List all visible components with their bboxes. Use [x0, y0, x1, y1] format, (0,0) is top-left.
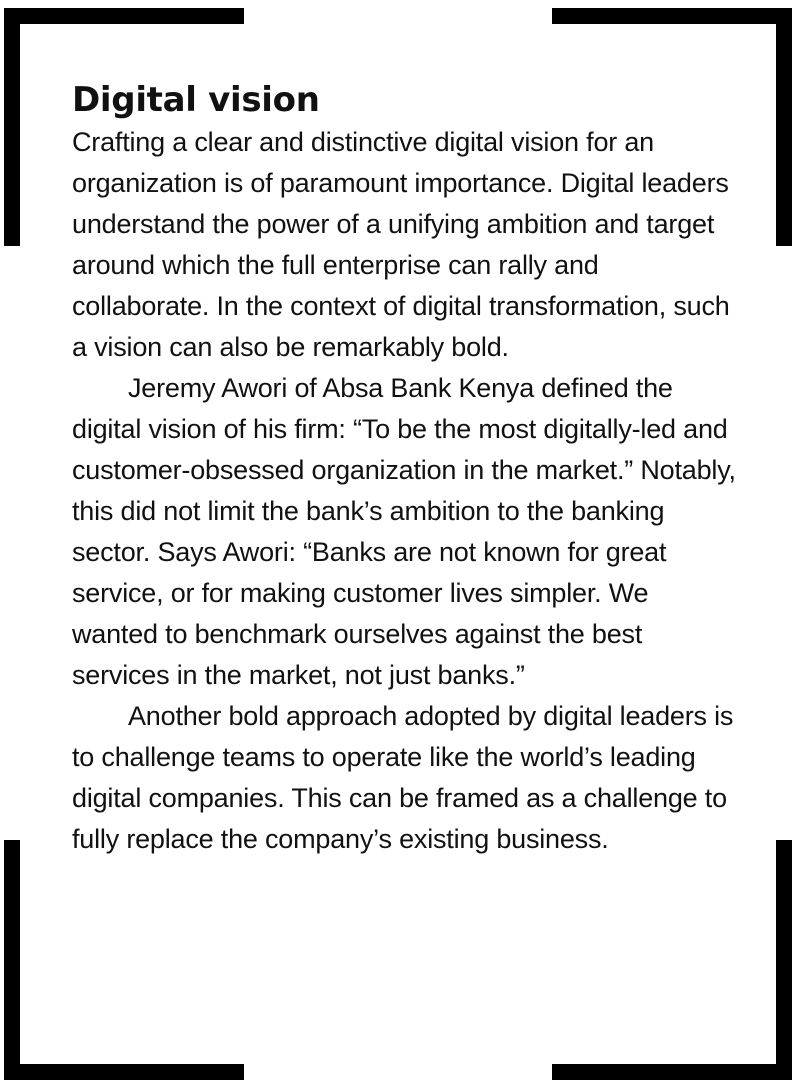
frame-corner-top-right-vertical [776, 8, 792, 246]
section-heading: Digital vision [72, 80, 320, 120]
paragraph-awori-quote: Jeremy Awori of Absa Bank Kenya defined the digital vision of his firm: “To be the most digitally-led and customer-obsessed organization in the market.” Notably, this did not limit the bank’s ambition to the banking sector. Says Awori: “Banks are not known for great service, or for making customer lives simpler. We wanted to benchmark ourselves against the best services in the market, not just banks.” [72, 373, 736, 690]
frame-corner-bottom-left-vertical [4, 840, 20, 1080]
frame-corner-bottom-left-horizontal [4, 1064, 244, 1080]
paragraph-intro: Crafting a clear and distinctive digital vision for an organization is of paramount importance. Digital leaders understand the power of a unifying ambition and target around which the full enterprise can rally and collaborate. In the context of digital transformation, such a vision can also be remarkably bold. [72, 127, 730, 362]
frame-corner-bottom-right-vertical [776, 840, 792, 1080]
frame-corner-top-left-horizontal [4, 8, 244, 24]
frame-corner-bottom-right-horizontal [552, 1064, 792, 1080]
article-body [72, 78, 737, 860]
frame-corner-top-left-vertical [4, 8, 20, 246]
paragraph-bold-approach: Another bold approach adopted by digital leaders is to challenge teams to operate like the world’s leading digital companies. This can be framed as a challenge to fully replace the company’s existing business. [72, 701, 734, 854]
frame-corner-top-right-horizontal [552, 8, 792, 24]
